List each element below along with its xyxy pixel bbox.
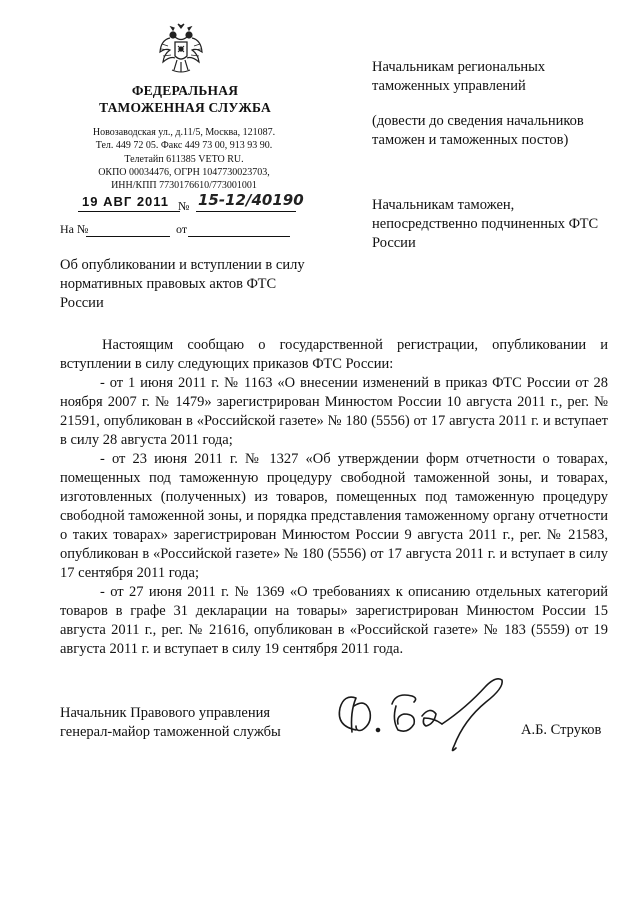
signatory-title: Начальник Правового управления генерал-майор таможенной службы <box>60 705 281 740</box>
addressee-regional: Начальникам региональных таможенных управлений <box>372 59 546 94</box>
letter-subject: Об опубликовании и вступлении в силу нормативных правовых актов ФТС России <box>60 257 305 311</box>
double-headed-eagle-emblem-icon <box>158 22 204 76</box>
codes-line: ОКПО 00034476, ОГРН 1047730023703, <box>98 166 270 178</box>
reference-date-underline <box>188 236 290 237</box>
reference-date-label: от <box>176 222 188 236</box>
addressee-note: (довести до сведения начальников таможен и таможенных постов) <box>372 113 584 148</box>
number-underline <box>196 211 296 212</box>
reference-line <box>60 222 310 242</box>
addressee-customs: Начальникам таможен, непосредственно подчиненных ФТС России <box>372 197 599 251</box>
order-item: - от 1 июня 2011 г. № 1163 «О внесении изменений в приказ ФТС России от 28 ноября 2007 г. № 1479» зарегистрирован Минюстом России 10 августа 2011 г., рег. № 21591, опубликован в «Российской газете» № 180 (5556) от 17 августа 2011 г. и вступает в силу 28 августа 2011 года; <box>60 375 608 448</box>
reference-number-underline <box>86 236 170 237</box>
handwritten-signature <box>326 668 526 758</box>
order-item: - от 27 июня 2011 г. № 1369 «О требованиях к описанию отдельных категорий товаров в графе 31 декларации на товары» зарегистрирован Минюстом России 15 августа 2011 г., рег. № 21616, опубликован в «Российской газете» № 183 (5559) от 19 августа 2011 г. и вступает в силу 19 сентября 2011 года. <box>60 584 608 657</box>
number-label: № <box>178 199 190 213</box>
signatory-name: А.Б. Струков <box>521 722 602 738</box>
document-date-stamp: 19 АВГ 2011 <box>82 194 170 209</box>
date-underline <box>78 211 180 212</box>
organization-name: ФЕДЕРАЛЬНАЯ ТАМОЖЕННАЯ СЛУЖБА <box>99 83 271 115</box>
teletype-line: Телетайп 611385 VETO RU. <box>124 153 244 165</box>
inn-line: ИНН/КПП 7730176610/773001001 <box>111 180 257 192</box>
phone-line: Тел. 449 72 05. Факс 449 73 00, 913 93 90. <box>95 140 273 152</box>
address-line: Новозаводская ул., д.11/5, Москва, 121087. <box>92 127 276 138</box>
registration-line <box>60 191 310 217</box>
body-intro: Настоящим сообщаю о государственной регистрации, опубликовании и вступлении в силу следующих приказов ФТС России: <box>60 337 608 372</box>
organization-contacts <box>66 126 302 192</box>
reference-number-label: На № <box>60 222 89 236</box>
document-number-handwritten: 15-12/40190 <box>198 191 304 209</box>
order-item: - от 23 июня 2011 г. № 1327 «Об утверждении форм отчетности о товарах, помещенных под таможенную процедуру свободной таможенной зоны, и товарах, изготовленных (полученных) из товаров, помещенных под таможенную процедуру свободной таможенной зоны, и порядка представления таможенному органу отчетности о таких товарах» зарегистрирован Минюстом России 9 августа 2011 г., рег. № 21583, опубликован в «Российской газете» № 180 (5556) от 17 августа 2011 г. и вступает в силу 17 сентября 2011 года; <box>60 451 608 581</box>
letter-body <box>60 336 608 659</box>
